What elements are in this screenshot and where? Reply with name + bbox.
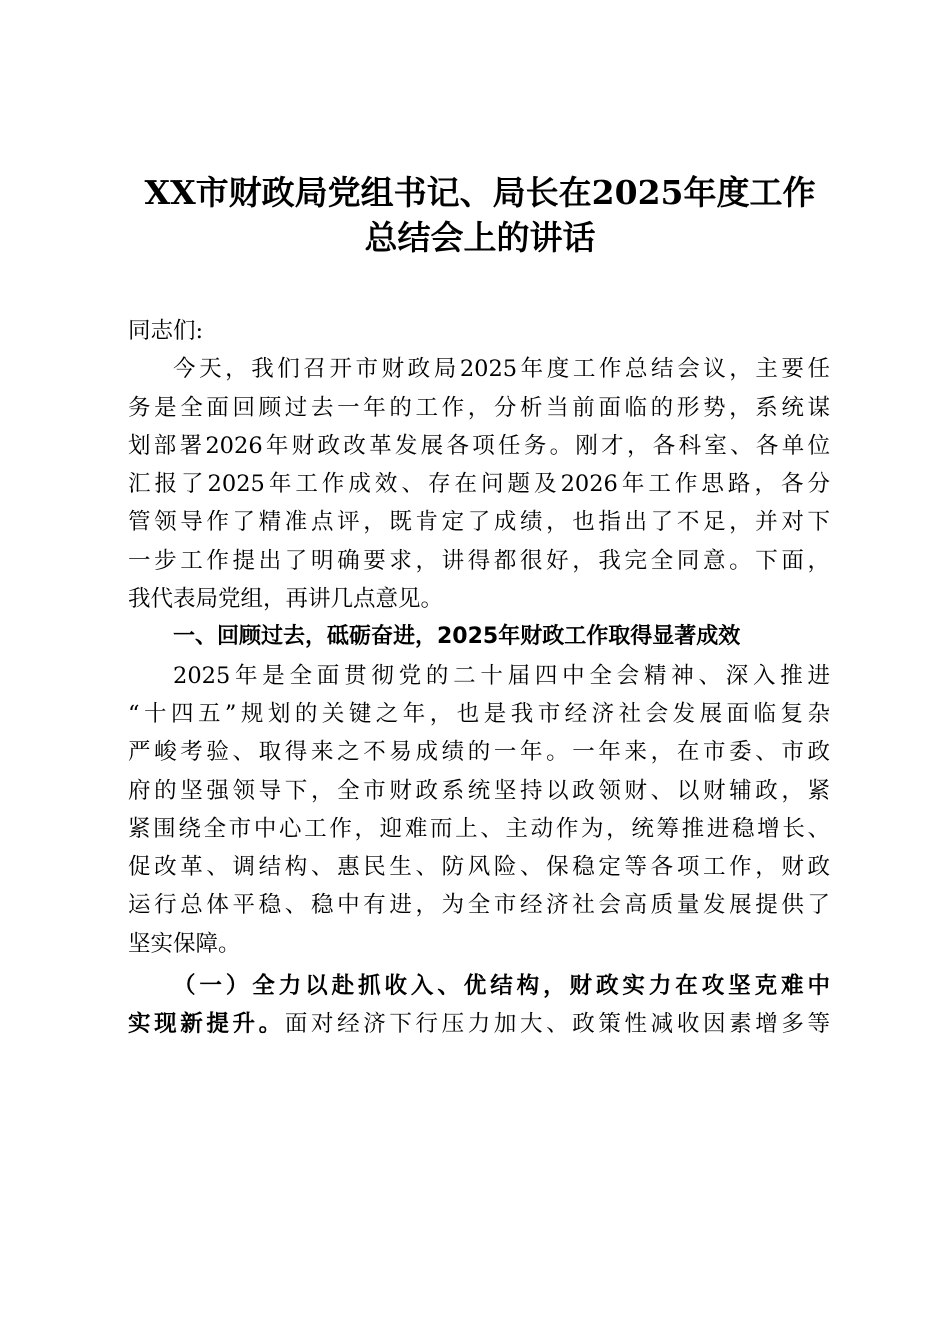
subsection-heading-end: 实现新提升。	[128, 1011, 285, 1038]
paragraph-line: 促改革、调结构、惠民生、防风险、保稳定等各项工作，财政	[128, 854, 830, 881]
paragraph-line: 划部署2026年财政改革发展各项任务。刚才，各科室、各单位	[128, 432, 830, 459]
title-line-2: 总结会上的讲话	[364, 218, 596, 257]
section-heading: 一、回顾过去，砥砺奋进，2025年财政工作取得显著成效	[173, 624, 741, 650]
paragraph-line	[128, 1005, 830, 1043]
paragraph-line: 管领导作了精准点评，既肯定了成绩，也指出了不足，并对下	[128, 509, 830, 536]
salutation: 同志们:	[128, 318, 204, 344]
paragraph-line: 一步工作提出了明确要求，讲得都很好，我完全同意。下面，	[128, 547, 830, 574]
speech-body	[128, 312, 830, 1044]
paragraph-line: 府的坚强领导下，全市财政系统坚持以政领财、以财辅政，紧	[128, 777, 830, 804]
paragraph-line: 严峻考验、取得来之不易成绩的一年。一年来，在市委、市政	[128, 739, 830, 766]
title-line-1: XX市财政局党组书记、局长在2025年度工作	[144, 173, 816, 212]
intro-paragraph	[128, 350, 830, 618]
paragraph-line: 紧围绕全市中心工作，迎难而上、主动作为，统筹推进稳增长、	[128, 815, 830, 842]
page-title	[110, 170, 850, 260]
paragraph-line: 今天，我们召开市财政局2025年度工作总结会议，主要任	[173, 356, 830, 383]
paragraph-line: 我代表局党组，再讲几点意见。	[128, 586, 444, 613]
paragraph-line: 汇报了2025年工作成效、存在问题及2026年工作思路，各分	[128, 471, 830, 498]
paragraph-line: 2025年是全面贯彻党的二十届四中全会精神、深入推进	[173, 662, 830, 689]
paragraph-line: 坚实保障。	[128, 930, 241, 957]
paragraph-line: “十四五”规划的关键之年，也是我市经济社会发展面临复杂	[128, 700, 830, 727]
paragraph-line: 运行总体平稳、稳中有进，为全市经济社会高质量发展提供了	[128, 892, 830, 919]
subsection-text: 面对经济下行压力加大、政策性减收因素增多等	[284, 1011, 830, 1038]
paragraph-line: 务是全面回顾过去一年的工作，分析当前面临的形势，系统谋	[128, 394, 830, 421]
subsection-heading: （一）全力以赴抓收入、优结构，财政实力在攻坚克难中	[173, 973, 830, 1000]
subsection1-paragraph	[128, 967, 830, 1044]
section1-paragraph	[128, 657, 830, 963]
